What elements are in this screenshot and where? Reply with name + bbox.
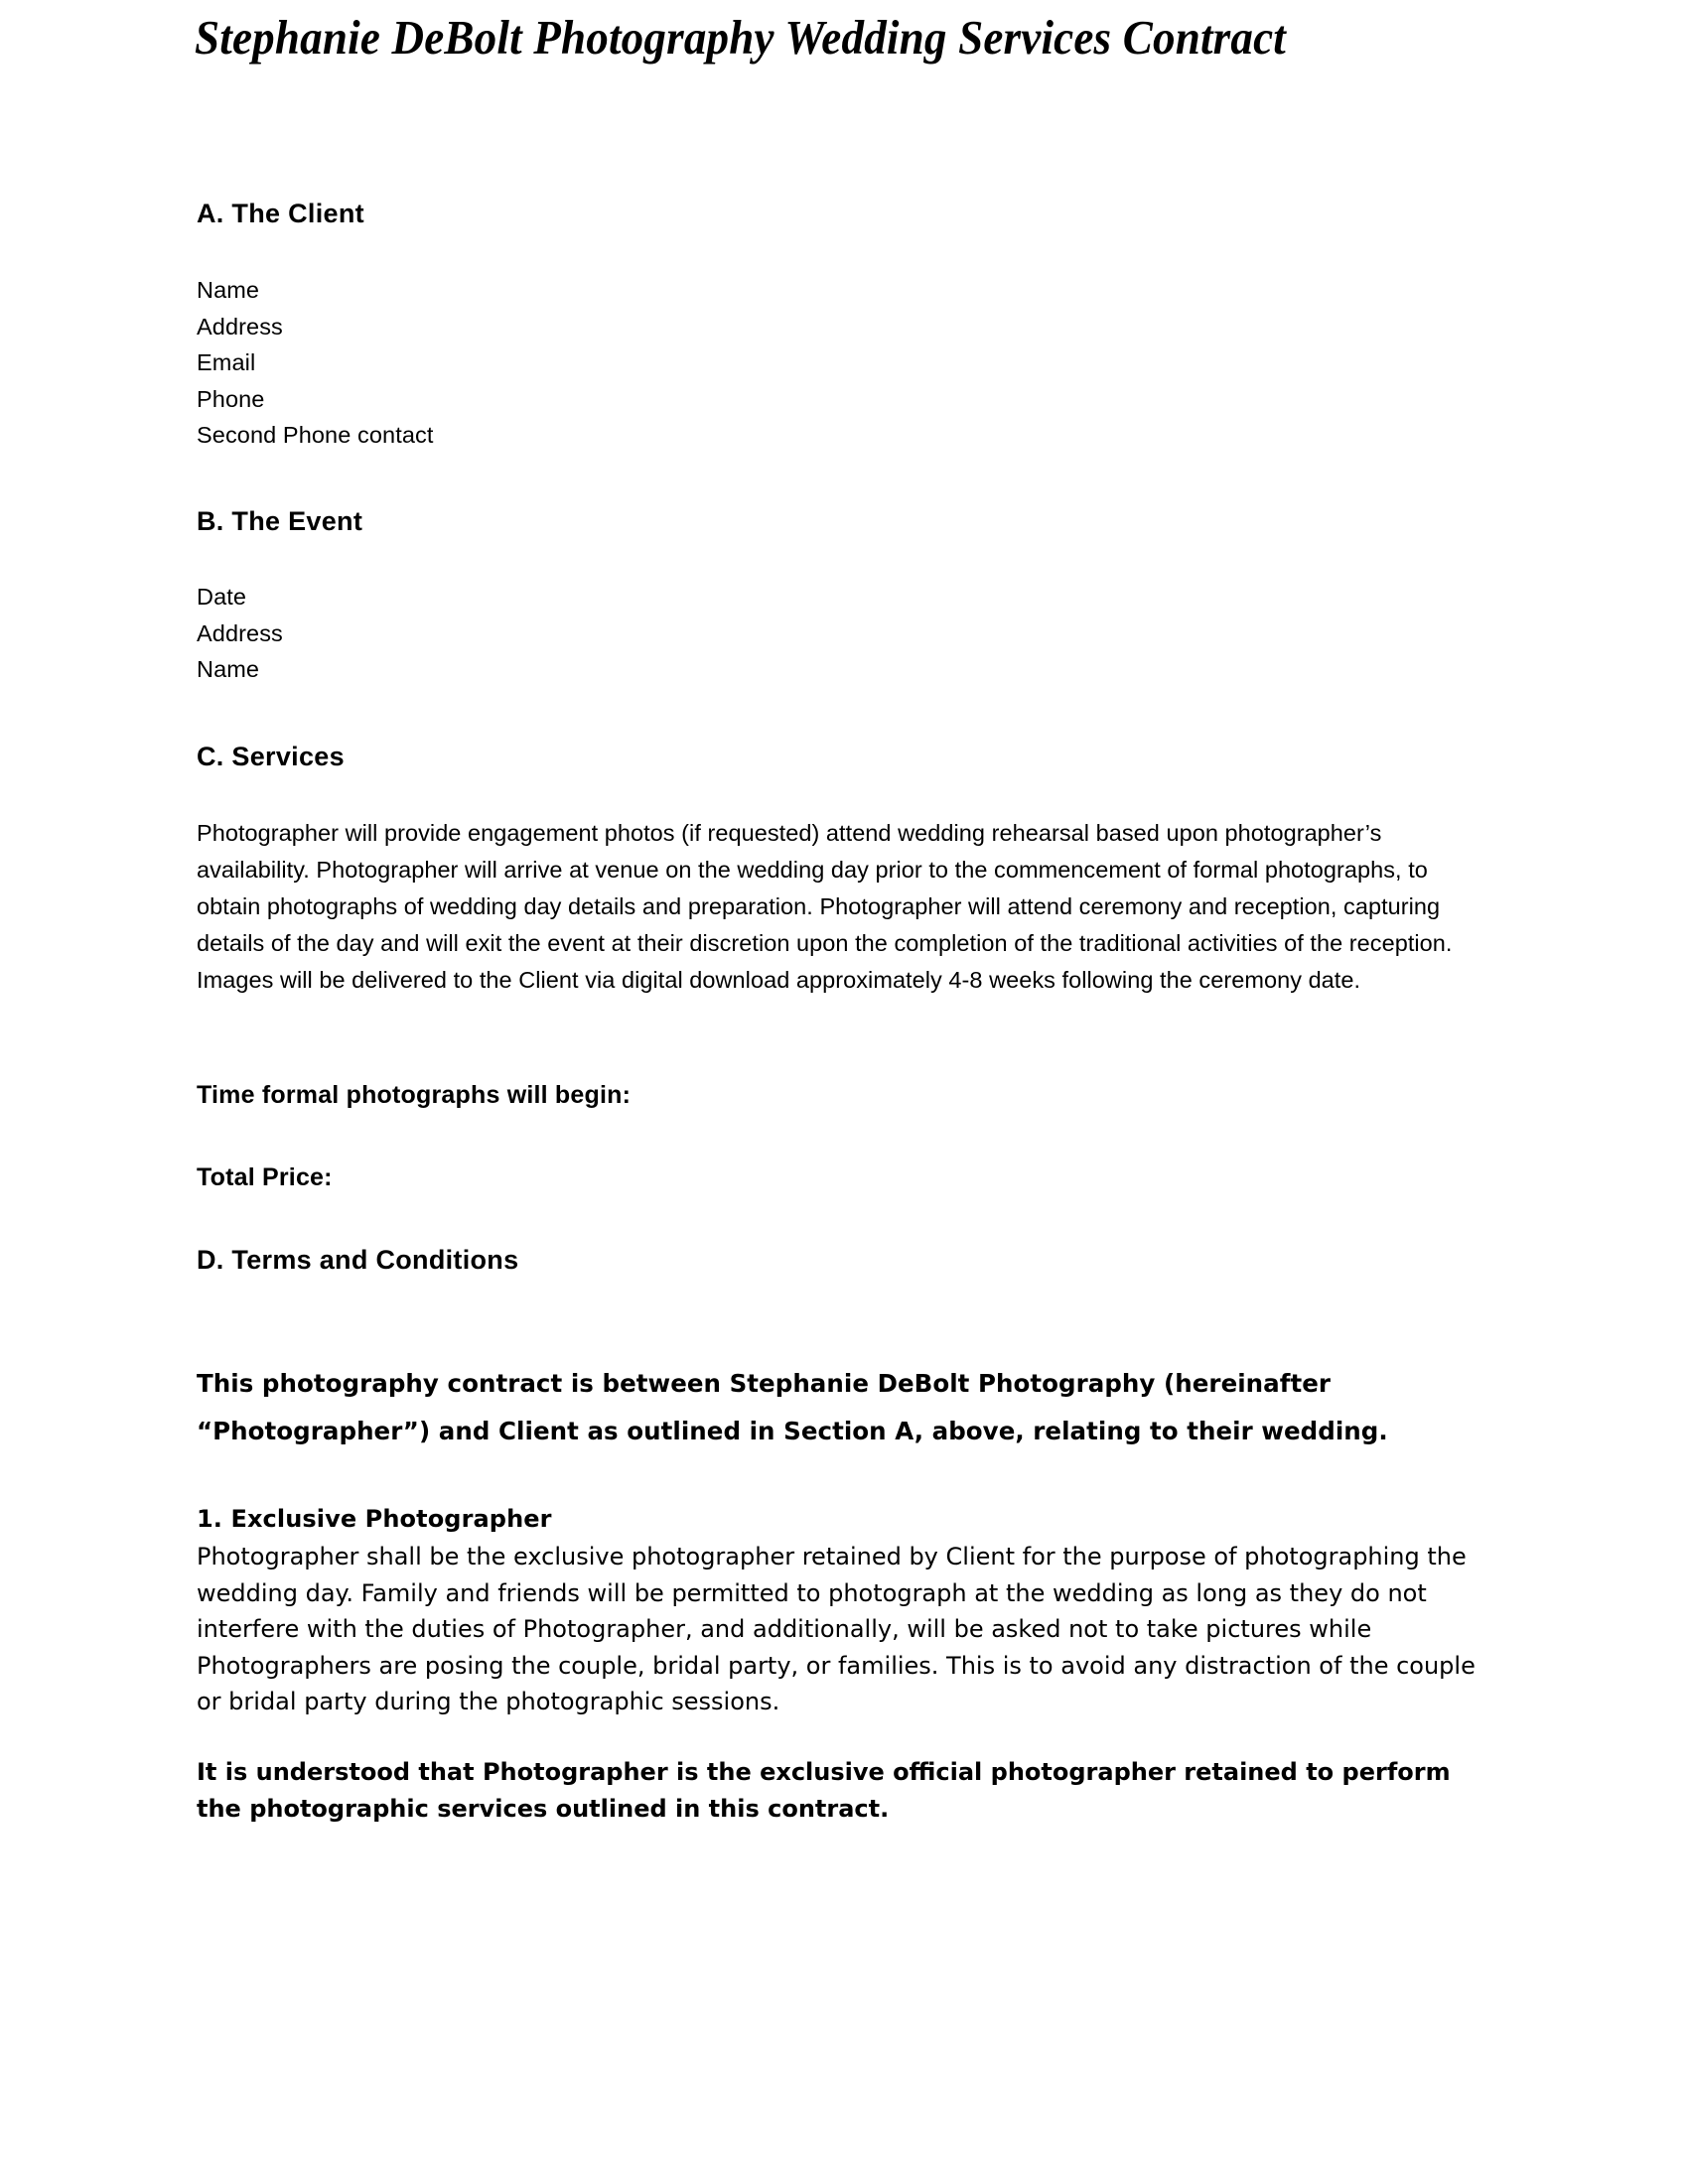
client-field-second-phone: Second Phone contact xyxy=(197,422,434,448)
total-price-label: Total Price: xyxy=(197,1163,333,1191)
formal-photos-time-label: Time formal photographs will begin: xyxy=(197,1081,632,1109)
section-heading-event: B. The Event xyxy=(197,506,363,536)
document-title: Stephanie DeBolt Photography Wedding Services Contract xyxy=(195,10,1287,65)
terms-intro-paragraph: This photography contract is between Stephanie DeBolt Photography (hereinafter “Photographer”) and Client as outlined in Section A, above, relating to their wedding. xyxy=(197,1369,1388,1445)
section-heading-terms: D. Terms and Conditions xyxy=(197,1245,519,1275)
clause-1-body: Photographer shall be the exclusive photographer retained by Client for the purpose of photographing the wedding day. Family and friends will be permitted to photograph at the wedding as long as they do not interfere with the duties of Photographer, and additionally, will be asked not to take pictures while Photographers are posing the couple, bridal party, or families. This is to avoid any distraction of the couple or bridal party during the photographic sessions. xyxy=(197,1543,1476,1715)
event-field-date: Date xyxy=(197,584,247,610)
event-field-address: Address xyxy=(197,619,283,646)
client-fields-list xyxy=(197,272,433,454)
event-field-name: Name xyxy=(197,656,260,682)
section-heading-client: A. The Client xyxy=(197,199,364,228)
client-field-name: Name xyxy=(197,277,260,303)
client-field-phone: Phone xyxy=(197,385,265,412)
client-field-address: Address xyxy=(197,313,283,340)
section-heading-services: C. Services xyxy=(197,742,345,771)
client-field-email: Email xyxy=(197,349,256,375)
clause-1-heading: 1. Exclusive Photographer xyxy=(197,1505,552,1533)
event-fields-list xyxy=(197,579,283,688)
clause-1-emphasis: It is understood that Photographer is the exclusive official photographer retained to perform the photographic services outlined in this contract. xyxy=(197,1758,1451,1823)
services-paragraph: Photographer will provide engagement photos (if requested) attend wedding rehearsal based upon photographer’s availability. Photographer will arrive at venue on the wedding day prior to the commencement of formal photographs, to obtain photographs of wedding day details and preparation. Photographer will attend ceremony and reception, capturing details of the day and will exit the event at their discretion upon the completion of the traditional activities of the reception. Images will be delivered to the Client via digital download approximately 4-8 weeks following the ceremony date. xyxy=(197,820,1453,993)
